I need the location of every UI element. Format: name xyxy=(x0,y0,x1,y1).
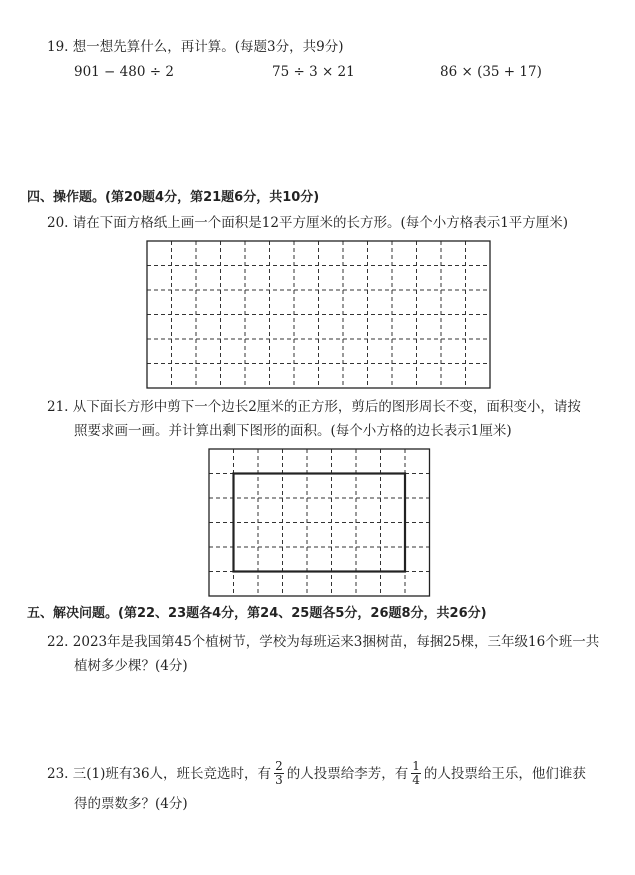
q21-text-line2: 照要求画一画。并计算出剩下图形的面积。(每个小方格的边长表示1厘米) xyxy=(74,423,512,439)
section5-title: 五、解决问题。(第22、23题各4分，第24、25题各5分，26题8分，共26分) xyxy=(27,606,487,621)
q19-expression-3: 86 × (35 + 17) xyxy=(440,64,542,80)
q23-text-pre: 23. 三(1)班有36人，班长竞选时，有 xyxy=(47,765,272,782)
fraction-numerator: 1 xyxy=(412,759,420,773)
q23-text-line1 xyxy=(47,760,586,787)
fraction-two-thirds xyxy=(274,760,284,787)
fraction-one-quarter xyxy=(411,760,421,787)
grid-border xyxy=(209,449,430,596)
q19-expression-1: 901 − 480 ÷ 2 xyxy=(74,64,174,80)
section4-title: 四、操作题。(第20题4分，第21题6分，共10分) xyxy=(27,190,320,205)
grid-paper-q21 xyxy=(208,448,432,598)
q20-text: 20. 请在下面方格纸上画一个面积是12平方厘米的长方形。(每个小方格表示1平方厘米) xyxy=(47,215,569,231)
q23-text-line2: 得的票数多？(4分) xyxy=(74,796,188,812)
q23-text-mid: 的人投票给李芳，有 xyxy=(286,765,409,782)
q22-text-line1: 22. 2023年是我国第45个植树节，学校为每班运来3捆树苗，每捆25棵，三年级16个班一共 xyxy=(47,634,600,650)
q21-text-line1: 21. 从下面长方形中剪下一个边长2厘米的正方形，剪后的图形周长不变，面积变小，请按 xyxy=(47,399,581,415)
fraction-denominator: 3 xyxy=(275,773,283,787)
q22-text-line2: 植树多少棵？(4分) xyxy=(74,658,188,674)
q23-text-post: 的人投票给王乐，他们谁获 xyxy=(423,765,586,782)
q19-title: 19. 想一想先算什么，再计算。(每题3分，共9分) xyxy=(47,39,344,55)
fraction-denominator: 4 xyxy=(412,773,420,787)
q19-expression-2: 75 ÷ 3 × 21 xyxy=(272,64,355,80)
fraction-numerator: 2 xyxy=(275,759,283,773)
grid-paper-q20 xyxy=(146,240,492,390)
